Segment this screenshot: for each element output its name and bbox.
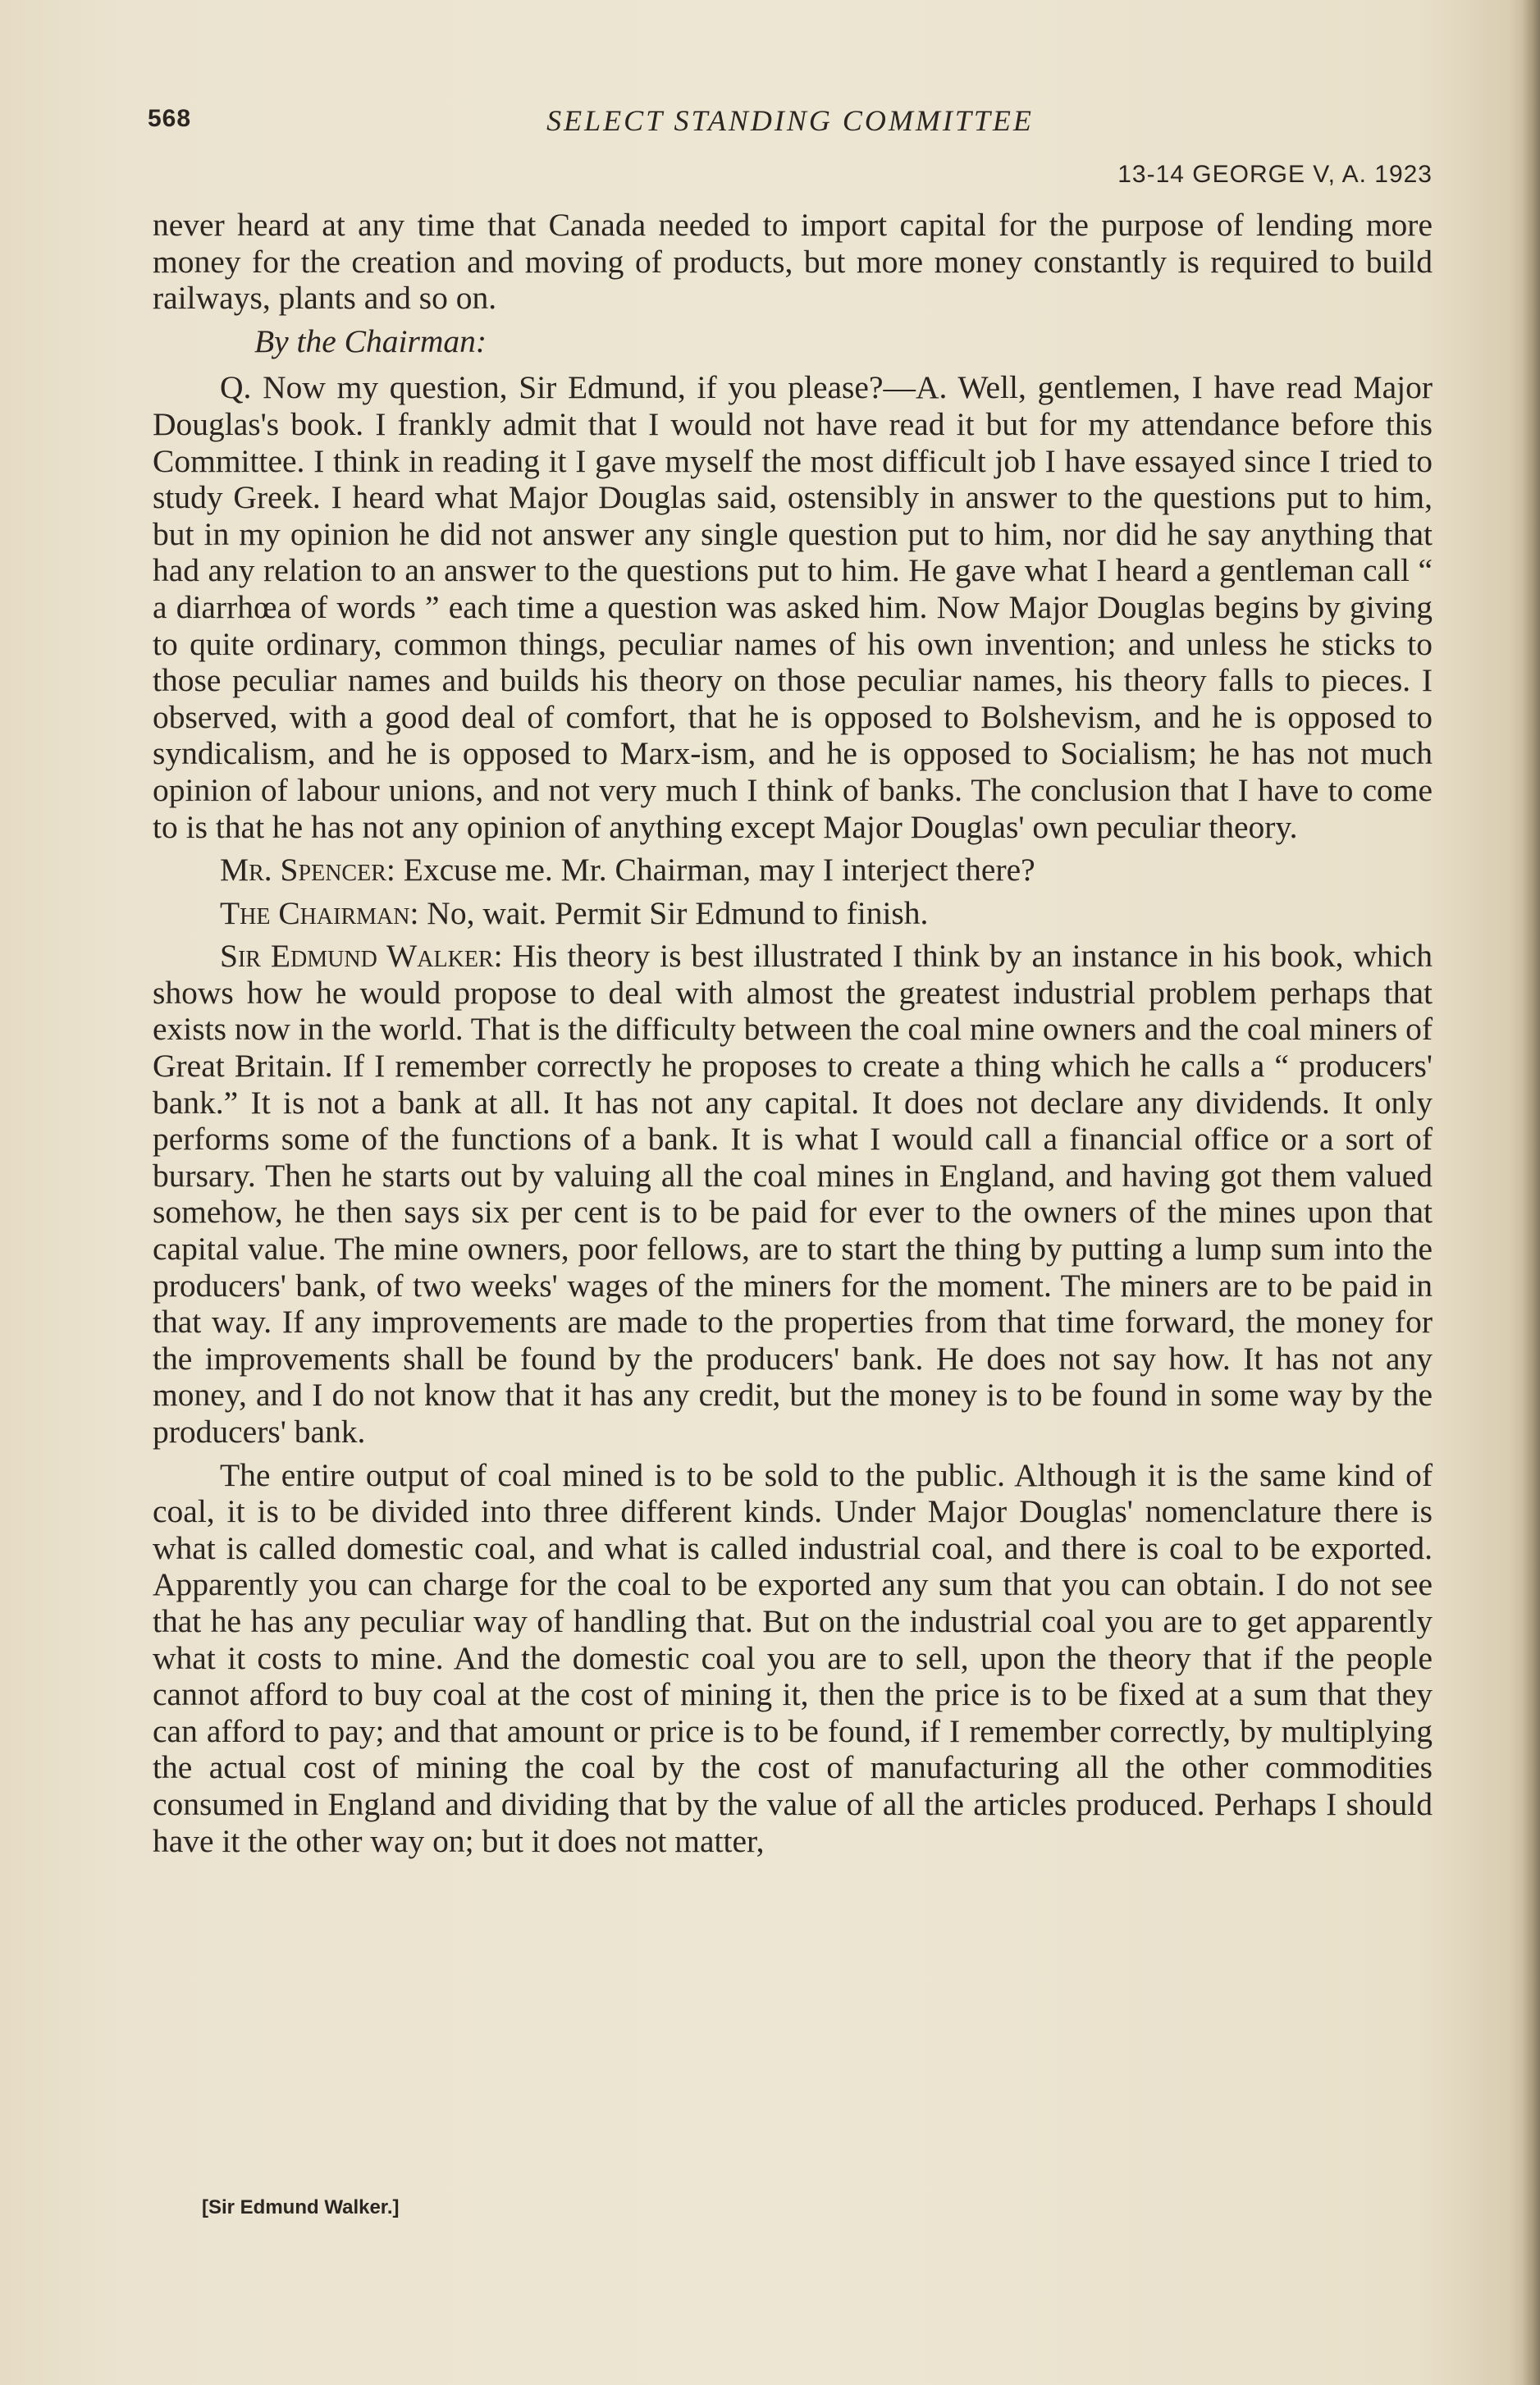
paragraph-answer: Q. Now my question, Sir Edmund, if you please?—A. Well, gentlemen, I have read Major Douglas's book. I frankly admit that I would not have read it but for my attendance before this Committee. I think in reading it I gave myself the most difficult job I have essayed since I tried to study Greek. I heard what Major Douglas said, ostensibly in answer to the questions put to him, but in my opinion he did not answer any single question put to him, nor did he say anything that had any relation to an answer to the questions put to him. He gave what I heard a gentleman call “ a diarrhœa of words ” each time a question was asked him. Now Major Douglas begins by giving to quite ordinary, common things, peculiar names of his own invention; and unless he sticks to those peculiar names and builds his theory on those peculiar names, his theory falls to pieces. I observed, with a good deal of comfort, that he is opposed to Bolshevism, and he is opposed to syndicalism, and he is opposed to Marx-ism, and he is opposed to Socialism; he has not much opinion of labour unions, and not very much I think of banks. The conclusion that I have to come to is that he has not any opinion of anything except Major Douglas' own peculiar theory. <box>153 369 1433 845</box>
paragraph-coal-output: The entire output of coal mined is to be sold to the public. Although it is the same kind of coal, it is to be divided into three different kinds. Under Major Douglas' nomenclature there is what is called domestic coal, and what is called industrial coal, and there is coal to be exported. Apparently you can charge for the coal to be exported any sum that you can obtain. I do not see that he has any peculiar way of handling that. But on the industrial coal you are to get apparently what it costs to mine. And the domestic coal you are to sell, upon the theory that if the people cannot afford to buy coal at the cost of mining it, then the price is to be fixed at a sum that they can afford to pay; and that amount or price is to be found, if I remember correctly, by multiplying the actual cost of mining the coal by the cost of manufacturing all the other commodities consumed in England and dividing that by the value of all the articles produced. Perhaps I should have it the other way on; but it does not matter, <box>153 1456 1433 1859</box>
section-heading: By the Chairman: <box>254 322 487 359</box>
speaker-text: : No, wait. Permit Sir Edmund to finish. <box>409 894 929 931</box>
speaker-text: : His theory is best illustrated I think by an instance in his book, which shows how he would propose to deal with almost the greatest industrial problem perhaps that exists now in the world. That is the difficulty between the coal mine owners and the coal miners of Great Britain. If I remember correctly he proposes to create a thing which he calls a “ producers' bank.” It is not a bank at all. It has not any capital. It does not declare any dividends. It only performs some of the functions of a bank. It is what I would call a financial office or a sort of bursary. Then he starts out by valuing all the coal mines in England, and having got them valued somehow, he then says six per cent is to be paid for ever to the owners of the mines upon that capital value. The mine owners, poor fellows, are to start the thing by putting a lump sum into the producers' bank, of two weeks' wages of the miners for the moment. The miners are to be paid in that way. If any improvements are made to the properties from that time forward, the money for the improvements shall be found by the producers' bank. He does not say how. It has not any money, and I do not know that it has any credit, but the money is to be found in some way by the producers' bank. <box>153 938 1433 1450</box>
body-text <box>153 207 1433 1866</box>
binding-shadow <box>1522 0 1540 2385</box>
speaker-name: Sir Edmund Walker <box>220 938 494 975</box>
paragraph-walker <box>153 938 1433 1450</box>
paragraph-spencer <box>153 852 1433 889</box>
speaker-name: Mr. Spencer <box>220 852 386 889</box>
running-title: SELECT STANDING COMMITTEE <box>546 104 1034 137</box>
page-number: 568 <box>148 105 192 132</box>
speaker-name: The Chairman <box>220 894 410 931</box>
speaker-text: : Excuse me. Mr. Chairman, may I interject there? <box>386 852 1035 889</box>
speaker-footer-tag: [Sir Edmund Walker.] <box>202 2196 400 2218</box>
session-reference: 13-14 GEORGE V, A. 1923 <box>1117 161 1433 188</box>
page-header <box>148 98 1433 148</box>
paragraph-continued: never heard at any time that Canada needed to import capital for the purpose of lending more money for the creation and moving of products, but more money constantly is required to build railways, plants and so on. <box>153 207 1433 317</box>
paragraph-chairman <box>153 895 1433 932</box>
